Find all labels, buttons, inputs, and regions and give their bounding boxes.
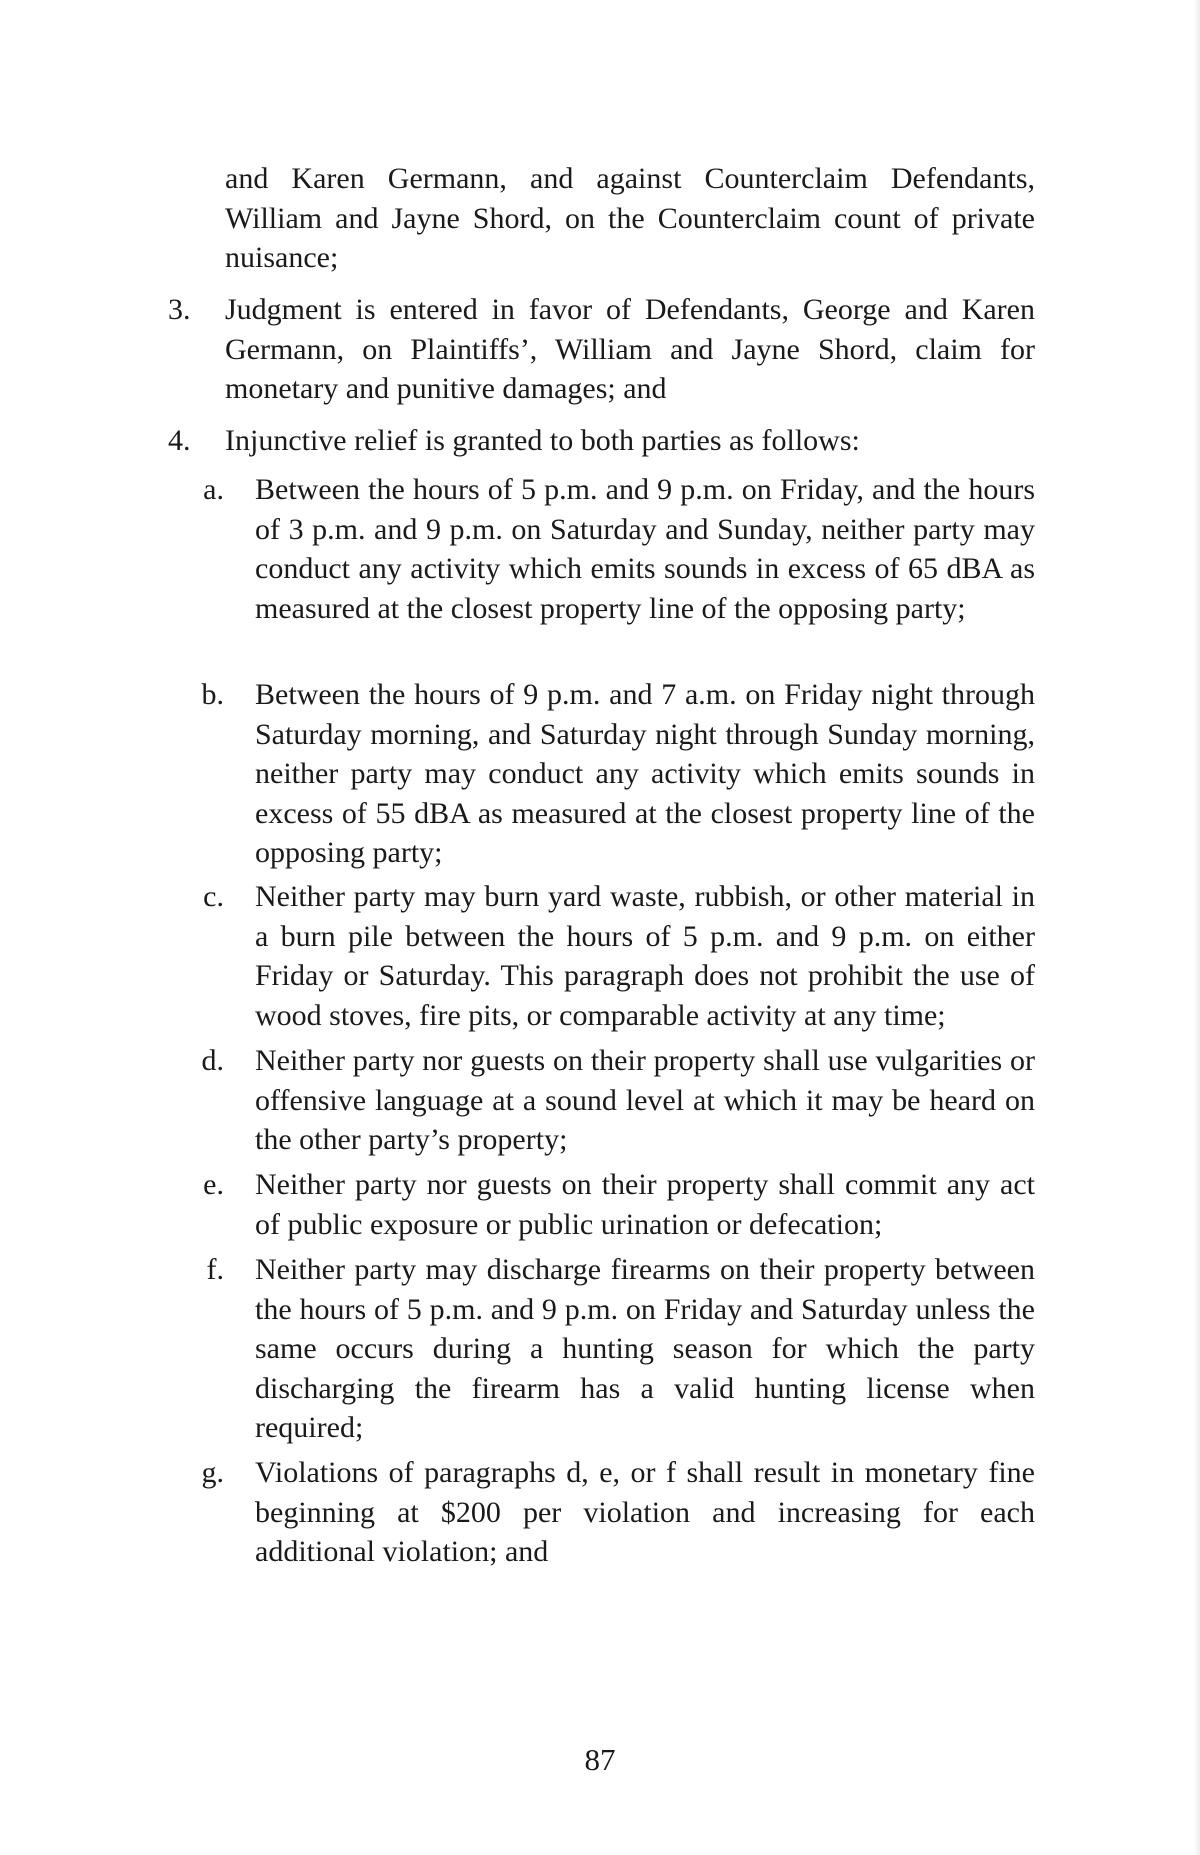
item-text: Between the hours of 5 p.m. and 9 p.m. on Friday, and the hours of 3 p.m. and 9 p.m. on Saturday and Sunday, neither party may conduct any activity which emits sounds in excess of 65 dBA as measured at the closest property line of the opposing party; <box>255 473 1035 625</box>
item-text: Injunctive relief is granted to both parties as follows: <box>225 424 860 457</box>
item-text: Judgment is entered in favor of Defendants, George and Karen Germann, on Plaintiffs’, William and Jayne Shord, claim for monetary and punitive damages; and <box>225 293 1035 405</box>
item-text: Neither party may discharge firearms on their property between the hours of 5 p.m. and 9 p.m. on Friday and Saturday unless the same occurs during a hunting season for which the party discharging the firearm has a valid hunting license when required; <box>255 1253 1035 1444</box>
item-letter: g. <box>201 1456 224 1489</box>
intro-paragraph: and Karen Germann, and against Counterclaim Defendants, William and Jayne Shord, on the Counterclaim count of private nuisance; <box>225 162 1035 274</box>
item-number: 4. <box>168 424 191 457</box>
page-edge <box>1194 0 1200 1855</box>
item-text: Neither party nor guests on their property shall commit any act of public exposure or public urination or defecation; <box>255 1168 1035 1241</box>
item-text: Neither party may burn yard waste, rubbish, or other material in a burn pile between the hours of 5 p.m. and 9 p.m. on either Friday or Saturday. This paragraph does not prohibit the use of wood stoves, fire pits, or comparable activity at any time; <box>255 880 1035 1032</box>
page-number: 87 <box>584 1742 616 1777</box>
item-letter: b. <box>201 678 224 711</box>
item-text: Neither party nor guests on their property shall use vulgarities or offensive language at a sound level at which it may be heard on the other party’s property; <box>255 1044 1035 1156</box>
item-letter: a. <box>203 473 224 506</box>
item-number: 3. <box>168 293 191 326</box>
item-letter: c. <box>203 880 224 913</box>
item-text: Violations of paragraphs d, e, or f shall result in monetary fine beginning at $200 per violation and increasing for each additional violation; and <box>255 1456 1035 1568</box>
item-text: Between the hours of 9 p.m. and 7 a.m. on Friday night through Saturday morning, and Saturday night through Sunday morning, neither party may conduct any activity which emits sounds in excess of 55 dBA as measured at the closest property line of the opposing party; <box>255 678 1035 869</box>
item-letter: d. <box>201 1044 224 1077</box>
item-letter: e. <box>203 1168 224 1201</box>
item-letter: f. <box>206 1253 224 1286</box>
